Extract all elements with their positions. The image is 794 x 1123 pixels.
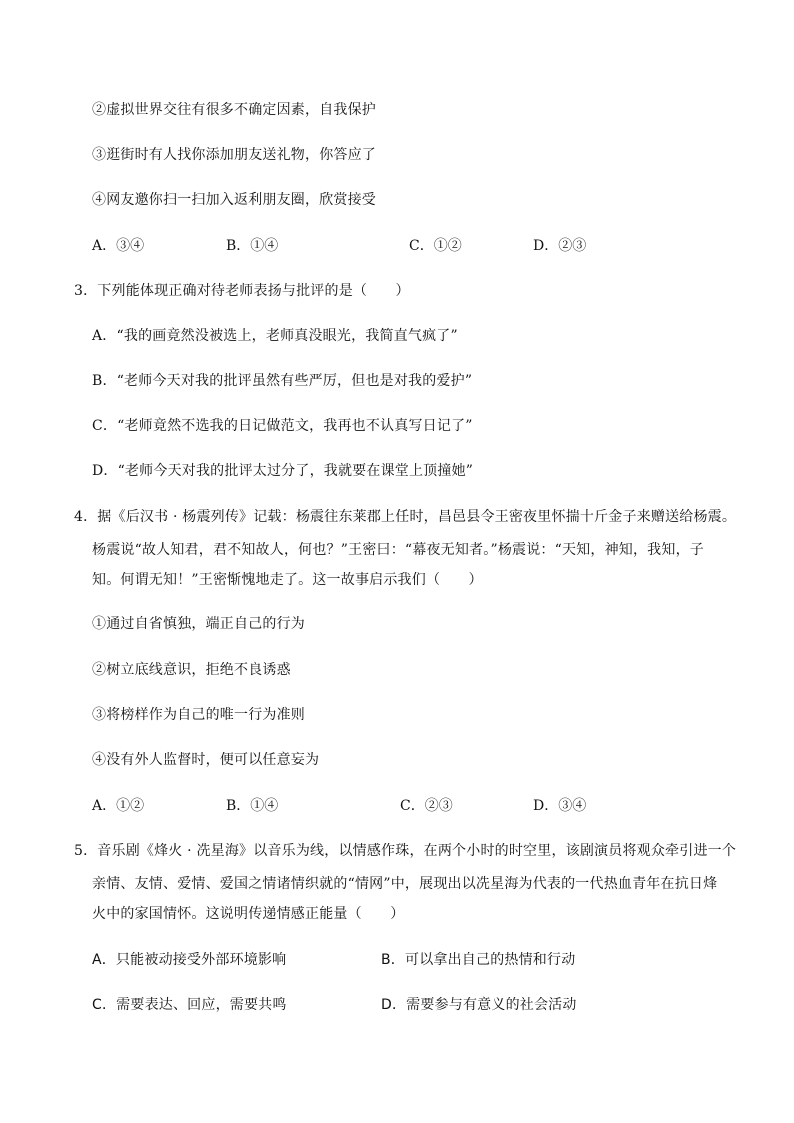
q4-item-2: ②树立底线意识，拒绝不良诱惑 (92, 662, 291, 678)
q5-stem-line-1: 5．音乐剧《烽火 · 冼星海》以音乐为线，以情感作珠，在两个小时的时空里，该剧演员将观众牵引进一个 (74, 843, 737, 859)
q2-item-3: ③逛街时有人找你添加朋友送礼物，你答应了 (92, 147, 376, 163)
q5-option-a: A．只能被动接受外部环境影响 (92, 952, 287, 968)
q5-option-c: C．需要表达、回应，需要共鸣 (92, 997, 287, 1013)
q3-option-a: A．“我的画竟然没被选上，老师真没眼光，我简直气疯了” (92, 328, 458, 344)
q4-item-4: ④没有外人监督时，便可以任意妄为 (92, 752, 320, 768)
q2-option-c: C．①② (409, 238, 462, 254)
q2-option-b: B．①④ (226, 238, 279, 254)
q5-stem-line-2: 亲情、友情、爱情、爱国之情诸情织就的“情网”中，展现出以冼星海为代表的一代热血青年在抗日烽 (92, 876, 718, 892)
q4-option-a: A．①② (92, 798, 145, 814)
q3-stem: 3．下列能体现正确对待老师表扬与批评的是（ ） (74, 283, 410, 299)
q4-option-b: B．①④ (226, 798, 279, 814)
q4-option-c: C．②③ (400, 798, 453, 814)
q3-option-d: D．“老师今天对我的批评太过分了，我就要在课堂上顶撞她” (92, 463, 474, 479)
q4-stem-line-2: 杨震说“故人知君，君不知故人，何也？”王密曰：“幕夜无知者。”杨震说：“天知，神知，我知，子 (92, 542, 704, 558)
q5-stem-line-3: 火中的家国情怀。这说明传递情感正能量（ ） (92, 906, 405, 922)
q3-option-c: C．“老师竟然不选我的日记做范文，我再也不认真写日记了” (92, 418, 473, 434)
q5-option-b: B．可以拿出自己的热情和行动 (381, 952, 576, 968)
q2-item-2: ②虚拟世界交往有很多不确定因素，自我保护 (92, 102, 376, 118)
q3-option-b: B．“老师今天对我的批评虽然有些严厉，但也是对我的爱护” (92, 373, 473, 389)
q4-stem-line-3: 知。何谓无知！”王密惭愧地走了。这一故事启示我们（ ） (92, 572, 483, 588)
q2-option-a: A．③④ (92, 238, 145, 254)
q2-option-d: D．②③ (533, 238, 587, 254)
q4-item-3: ③将榜样作为自己的唯一行为准则 (92, 707, 305, 723)
q5-option-d: D．需要参与有意义的社会活动 (381, 997, 577, 1013)
q2-item-4: ④网友邀你扫一扫加入返利朋友圈，欣赏接受 (92, 192, 376, 208)
q4-item-1: ①通过自省慎独，端正自己的行为 (92, 616, 305, 632)
q4-stem-line-1: 4．据《后汉书 · 杨震列传》记载：杨震往东莱郡上任时，昌邑县令王密夜里怀揣十斤金子来赠送给杨震。 (74, 509, 737, 525)
q4-option-d: D．③④ (533, 798, 587, 814)
